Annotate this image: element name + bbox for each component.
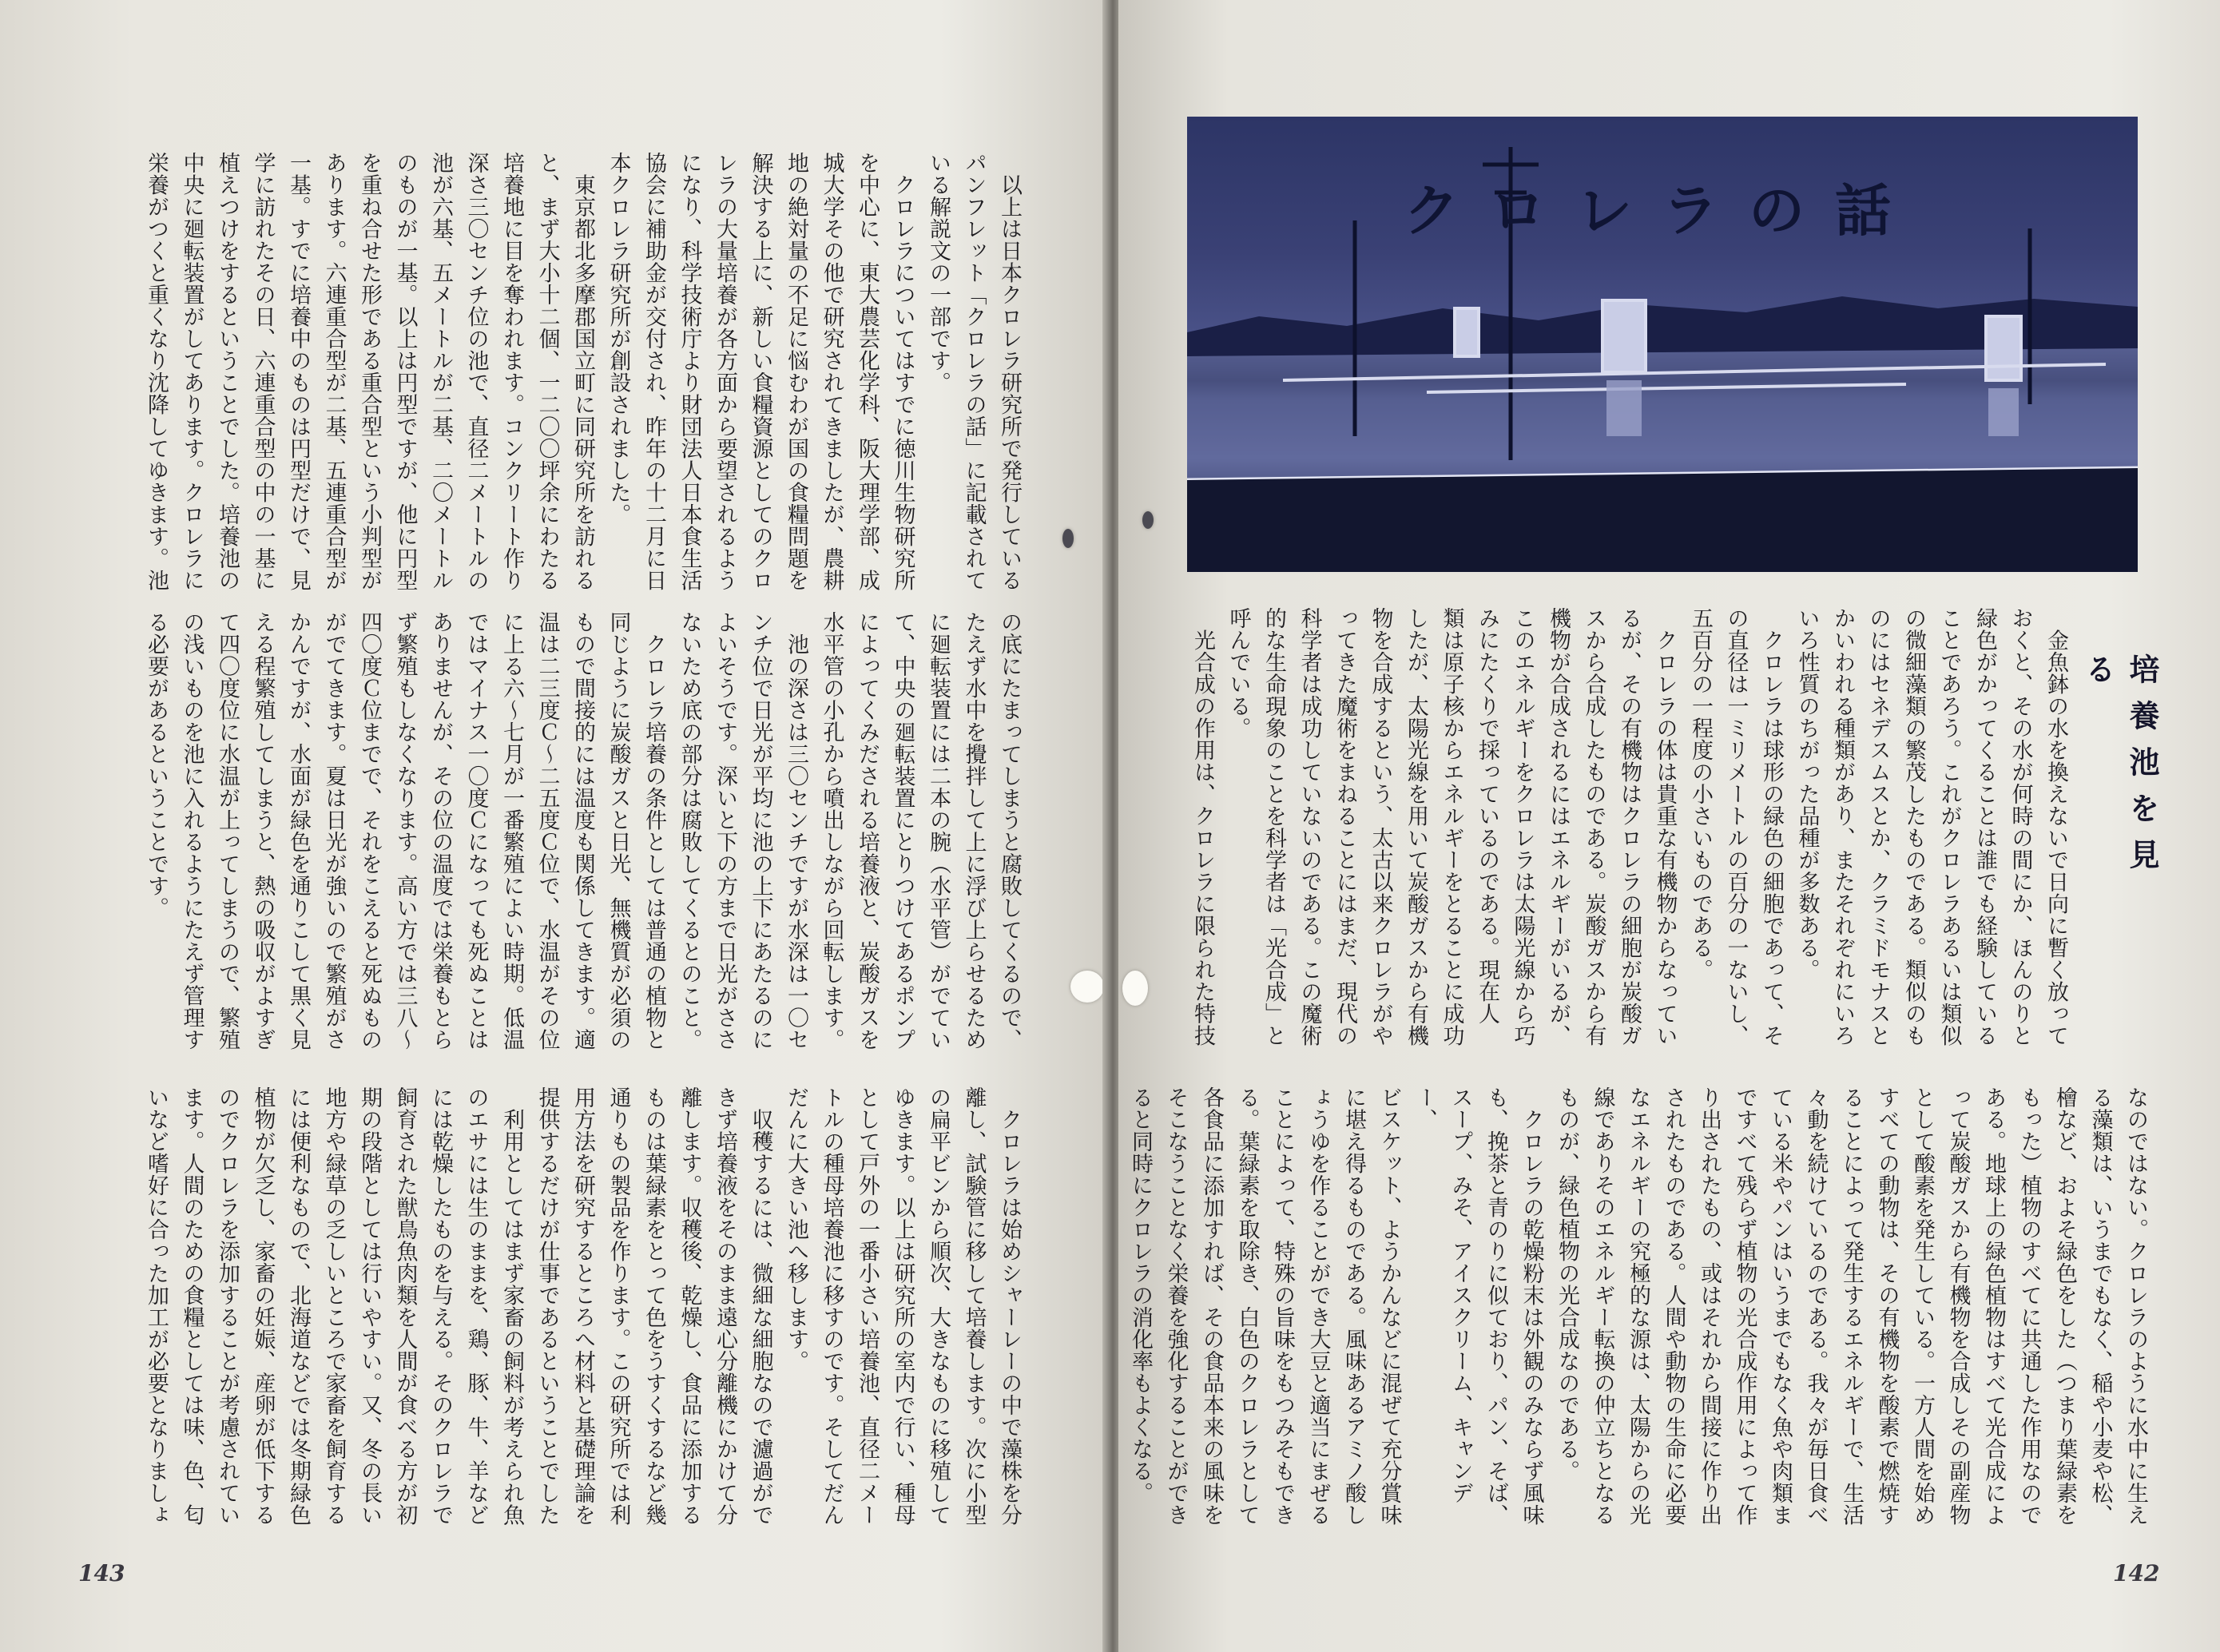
paper-tear-mark [1070, 971, 1104, 1003]
left-bottom-text-block: クロレラは始めシャーレーの中で藻株を分 離し、試験管に移して培養します。次に小型 の扁平ビンから順次、大きなものに移殖して ゆきます。以上は研究所の室内で行い、種母 として戸外の一番小さい培養池、直径二メー トルの種母培養池に移すのです。そしてだん だんに大きい池へ移します。 収穫するには、微細な細胞なので濾過がで きず培養液をそのまま遠心分離機にかけて分 離します。収穫後、乾燥し、食品に添加する ものは葉緑素をとって色をうすくするなど幾 通りもの製品を作ります。この研究所では利 用方法を研究するところへ材料と基礎理論を 提供するだけが仕事であるということでした 利用としてはまず家畜の飼料が考えられ魚 のエサには生のままを、鶏、豚、牛、羊など には乾燥したものを与える。そのクロレラで 飼育された獣鳥魚肉類を人間が食べる方が初 期の段階としては行いやすい。又、冬の長い 地方や緑草の乏しいところで家畜を飼育する には便利なもので、北海道などでは冬期緑色 植物が欠乏し、家畜の妊娠、産卵が低下する のでクロレラを添加することが考慮されてい ます。人間のための食糧としては味、色、匂 いなど嗜好に合った加工が必要となりましょ [144, 1086, 1022, 1526]
page-number-left: 143 [78, 1560, 125, 1586]
article-title: クロレラの話 [1404, 178, 1921, 244]
paper-tear-mark [1142, 511, 1154, 529]
paper-tear-mark [1122, 971, 1148, 1006]
right-bottom-text-block: なのではない。クロレラのように水中に生え る藻類は、いうまでもなく、稲や小麦や松、 檜など、およそ緑色をした（つまり葉緑素を もった）植物のすべてに共通した作用なので ある。地球上の緑色植物はすべて光合成によ って炭酸ガスから有機物を合成しその副産物 として酸素を発生している。一方人間を始め すべての動物は、その有機物を酸素で燃焼す ることによって発生するエネルギーで、生活 々動を続けているのである。我々が毎日食べ ている米やパンはいうまでもなく魚や肉類ま ですべて残らず植物の光合成作用によって作 り出されたもの、或はそれから間接に作り出 されたものである。人間や動物の生命に必要 なエネルギーの究極的な源は、太陽からの光 線でありそのエネルギー転換の仲立ちとなる ものが、緑色植物の光合成なのである。 クロレラの乾燥粉末は外観のみならず風味 も、挽茶と青のりに似ており、パン、そば、 スープ、みそ、アイスクリーム、キャンデー、 ビスケット、ようかんなどに混ぜて充分賞味 に堪え得るものである。風味あるアミノ酸し ょうゆを作ることができ大豆と適当にまぜる ことによって、特殊の旨味をもつみそもでき る。葉緑素を取除き、白色のクロレラとして 各食品に添加すれば、その食品本来の風味を そこなうことなく栄養を強化することができ ると同時にクロレラの消化率もよくなる。 [1128, 1086, 2148, 1526]
section-heading: 培養池を見る [2080, 653, 2159, 885]
right-page [1118, 0, 2220, 1652]
left-middle-text-block: の底にたまってしまうと腐敗してくるので、 たえず水中を攪拌して上に浮び上らせるため に廻転装置には二本の腕（水平管）がでてい て、中央の廻転装置にとりつけてあるポンプ によってくみだされる培養液と、炭酸ガスを 水平管の小孔から噴出しながら回転します。 池の深さは三〇センチですが水深は一〇セ ンチ位で日光が平均に池の上下にあたるのに よいそうです。深いと下の方まで日光がささ ないため底の部分は腐敗してくるとのこと。 クロレラ培養の条件としては普通の植物と 同じように炭酸ガスと日光、無機質が必須の もので間接的には温度も関係してきます。適 温は二三度Ｃ〜二五度Ｃ位で、水温がその位 に上る六〜七月が一番繁殖によい時期。低温 ではマイナス一〇度Ｃになっても死ぬことは ありませんが、その位の温度では栄養もとら ず繁殖もしなくなります。高い方では三八〜 四〇度Ｃ位までで、それをこえると死ぬもの がでてきます。夏は日光が強いので繁殖がさ かんですが、水面が緑色を通りこして黒く見 える程繁殖してしまうと、熱の吸収がよすぎ て四〇度位に水温が上ってしまうので、繁殖 の浅いものを池に入れるようにたえず管理す る必要があるということです。 [144, 611, 1022, 1050]
left-top-text-block: 以上は日本クロレラ研究所で発行している パンフレット「クロレラの話」に記載されて いる解説文の一部です。 クロレラについてはすでに徳川生物研究所 を中心に、東大農芸化学科、阪大理学部、成 城大学その他で研究されてきましたが、農耕 地の絶対量の不足に悩むわが国の食糧問題を 解決する上に、新しい食糧資源としてのクロ レラの大量培養が各方面から要望されるよう になり、科学技術庁より財団法人日本食生活 協会に補助金が交付され、昨年の十二月に日 本クロレラ研究所が創設されました。 東京都北多摩郡国立町に同研究所を訪れる と、まず大小十二個、一二〇〇坪余にわたる 培養地に目を奪われます。コンクリート作り 深さ三〇センチ位の池で、直径二メートルの 池が六基、五メートルが二基、二〇メートル のものが一基。以上は円型ですが、他に円型 を重ね合せた形である重合型という小判型が あります。六連重合型が二基、五連重合型が 一基。すでに培養中のものは円型だけで、見 学に訪れたその日、六連重合型の中の一基に 植えつけをするということでした。培養池の 中央に廻転装置がしてあります。クロレラに 栄養がつくと重くなり沈降してゆきます。池 [144, 152, 1022, 591]
page-number-right: 142 [2113, 1560, 2160, 1586]
right-middle-text-block: 金魚鉢の水を換えないで日向に暫く放って おくと、その水が何時の間にか、ほんのりと 緑色がかってくることは誰でも経験している ことであろう。これがクロレラあるいは類似 の微細藻類の繁茂したものである。類似のも のにはセネデスムスとか、クラミドモナスと かいわれる種類があり、またそれぞれにいろ いろ性質のちがった品種が多数ある。 クロレラは球形の緑色の細胞であって、そ の直径は一ミリメートルの百分の一ないし、 五百分の一程度の小さいものである。 クロレラの体は貴重な有機物からなってい るが、その有機物はクロレラの細胞が炭酸ガ スから合成したものである。炭酸ガスから有 機物が合成されるにはエネルギーがいるが、 このエネルギーをクロレラは太陽光線から巧 みにたくりで採っているのである。現在人 類は原子核からエネルギーをとることに成功 したが、太陽光線を用いて炭酸ガスから有機 物を合成するという、太古以来クロレラがや ってきた魔術をまねることにはまだ、現代の 科学者は成功していないのである。この魔術 的な生命現象のことを科学者は「光合成」と 呼んでいる。 光合成の作用は、クロレラに限られた特技 [1190, 607, 2068, 1046]
chlorella-pond-photo [1187, 117, 2138, 572]
left-page [0, 0, 1106, 1652]
paper-tear-mark [1062, 529, 1074, 548]
